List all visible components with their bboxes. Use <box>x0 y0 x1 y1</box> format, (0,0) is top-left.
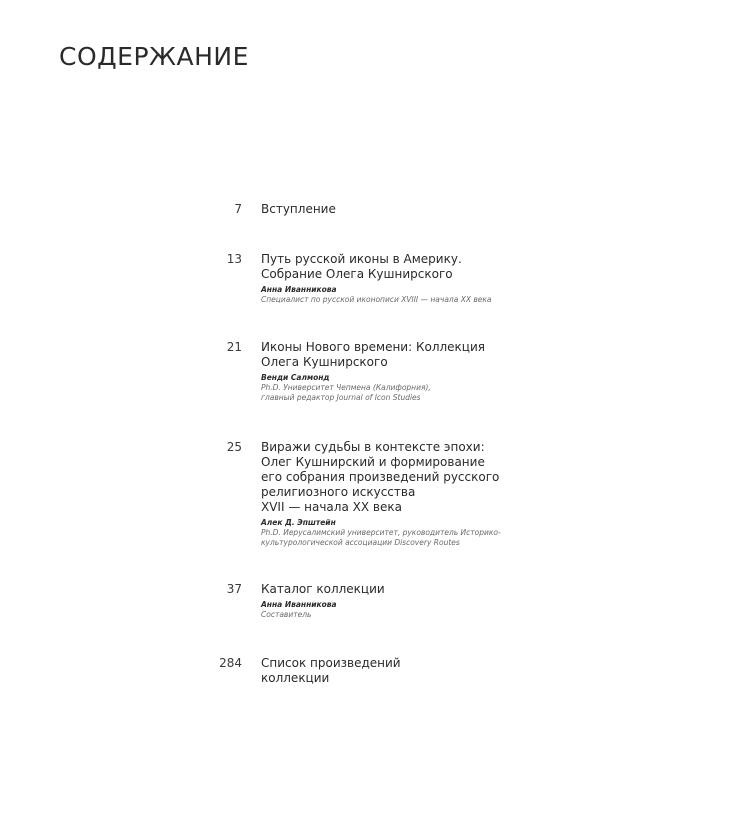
entry-title-line: Иконы Нового времени: Коллекция <box>261 340 485 354</box>
entry-author: Анна Иванникова <box>261 285 337 294</box>
entry-title <box>261 440 511 515</box>
entry-title-line: Олег Кушнирский и формирование <box>261 455 485 469</box>
page-number: 284 <box>219 656 242 670</box>
page-number: 25 <box>226 440 242 454</box>
entry-title-line: XVII — начала XX века <box>261 500 402 514</box>
entry-title <box>261 656 511 686</box>
entry-role-line: главный редактор Journal of Icon Studies <box>261 393 421 402</box>
toc-entry-body <box>261 656 511 686</box>
toc-entry-body <box>261 202 511 217</box>
entry-author: Анна Иванникова <box>261 600 337 609</box>
toc-entry-body <box>261 252 511 305</box>
entry-title-line: коллекции <box>261 671 330 685</box>
entry-role-line: Специалист по русской иконописи XVIII — начала XX века <box>261 295 492 304</box>
toc-entry-body <box>261 582 511 620</box>
page-number: 13 <box>226 252 242 266</box>
entry-title-line: Олега Кушнирского <box>261 355 388 369</box>
entry-role-line: Составитель <box>261 610 312 619</box>
entry-title <box>261 252 511 282</box>
entry-title <box>261 202 511 217</box>
entry-title-line: Каталог коллекции <box>261 582 385 596</box>
entry-role-line: Ph.D. Иерусалимский университет, руководитель Историко- <box>261 528 501 537</box>
entry-author: Алек Д. Эпштейн <box>261 518 336 527</box>
entry-title-line: религиозного искусства <box>261 485 416 499</box>
entry-author-role <box>261 528 511 548</box>
page-title: СОДЕРЖАНИЕ <box>59 42 249 71</box>
entry-title-line: Собрание Олега Кушнирского <box>261 267 453 281</box>
entry-title-line: Список произведений <box>261 656 401 670</box>
page-number: 37 <box>226 582 242 596</box>
entry-role-line: культурологической ассоциации Discovery Routes <box>261 538 460 547</box>
page-number: 7 <box>234 202 242 216</box>
entry-role-line: Ph.D. Университет Чепмена (Калифорния), <box>261 383 431 392</box>
entry-title-line: Вступление <box>261 202 336 216</box>
toc-entry-body <box>261 340 511 403</box>
entry-author-role <box>261 295 511 305</box>
entry-title-line: Путь русской иконы в Америку. <box>261 252 462 266</box>
page-number: 21 <box>226 340 242 354</box>
entry-title-line: его собрания произведений русского <box>261 470 500 484</box>
entry-title-line: Виражи судьбы в контексте эпохи: <box>261 440 485 454</box>
entry-author-role <box>261 383 511 403</box>
entry-title <box>261 582 511 597</box>
toc-entry-body <box>261 440 511 548</box>
entry-title <box>261 340 511 370</box>
entry-author-role <box>261 610 511 620</box>
entry-author: Венди Салмонд <box>261 373 330 382</box>
